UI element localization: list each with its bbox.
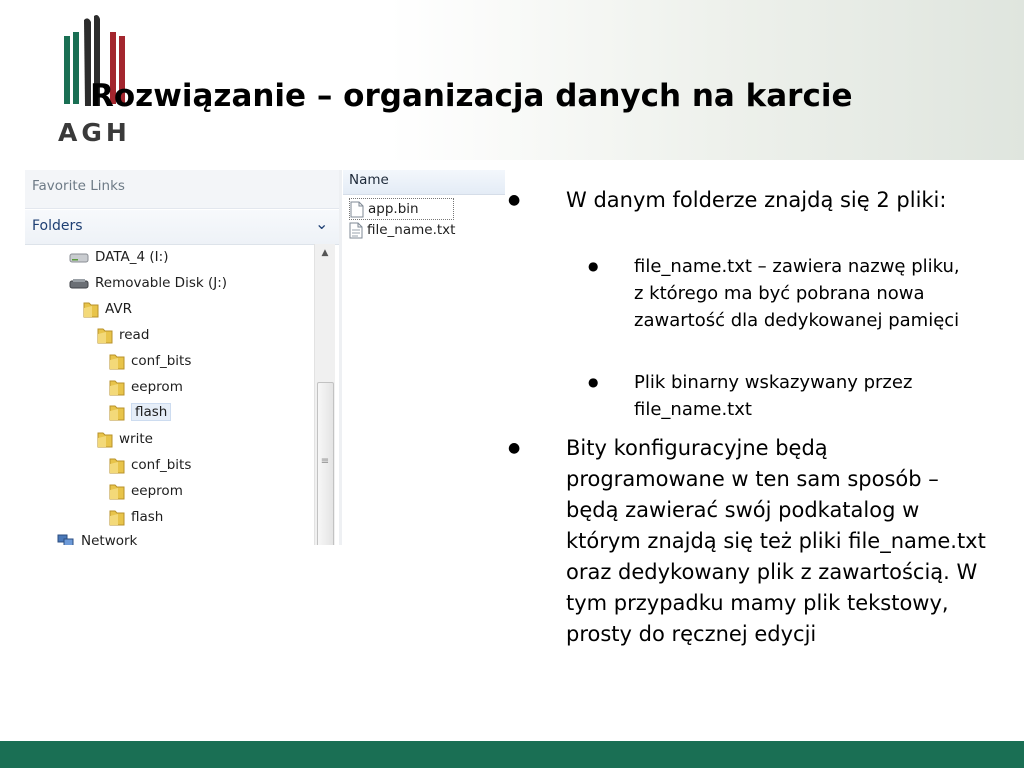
- folder-icon: [109, 508, 125, 526]
- sub-bullet-text: Plik binarny wskazywany przez file_name.txt: [634, 372, 913, 420]
- file-icon: [350, 201, 364, 218]
- file-item-app-bin[interactable]: app.bin: [349, 198, 454, 220]
- folder-icon: [109, 403, 125, 421]
- tree-item-data4[interactable]: DATA_4 (I:): [69, 246, 168, 268]
- name-column-header[interactable]: [343, 170, 505, 195]
- folder-icon: [109, 378, 125, 396]
- tree-item-write-conf-bits[interactable]: conf_bits: [109, 454, 191, 476]
- folders-label: Folders: [32, 218, 83, 234]
- tree-item-removable-disk[interactable]: Removable Disk (J:): [69, 272, 227, 294]
- slide-title: Rozwiązanie – organizacja danych na karcie: [90, 78, 853, 114]
- navigation-scrollbar[interactable]: [314, 244, 335, 545]
- text-file-icon: [349, 222, 363, 239]
- tree-item-write[interactable]: write: [97, 428, 153, 450]
- scroll-grip-icon: ≡: [320, 456, 330, 467]
- navigation-pane: [25, 170, 341, 545]
- logo-text: AGH: [58, 118, 131, 147]
- tree-item-network[interactable]: Network: [57, 530, 137, 545]
- network-icon: [57, 533, 75, 545]
- tree-item-read-eeprom[interactable]: eeprom: [109, 376, 183, 398]
- bullet-text: W danym folderze znajdą się 2 pliki:: [566, 188, 947, 212]
- file-item-file-name-txt[interactable]: file_name.txt: [349, 220, 455, 240]
- folders-header[interactable]: [25, 210, 341, 245]
- folder-icon: [97, 326, 113, 344]
- scroll-up-arrow-icon[interactable]: ▲: [321, 248, 329, 258]
- pane-divider[interactable]: [339, 170, 342, 545]
- tree-item-read[interactable]: read: [97, 324, 149, 346]
- bullet-dot-icon: ●: [508, 440, 521, 456]
- file-list-pane: [343, 170, 505, 545]
- favorite-links-label: Favorite Links: [32, 178, 125, 194]
- drive-icon: [69, 250, 89, 264]
- name-column-label: Name: [349, 172, 389, 188]
- file-explorer-screenshot: [25, 170, 505, 545]
- scroll-thumb[interactable]: [317, 382, 334, 545]
- slide-header: [0, 0, 1024, 160]
- sub-bullet-text: file_name.txt – zawiera nazwę pliku, z którego ma być pobrana nowa zawartość dla dedykowanej pamięci: [634, 256, 960, 331]
- bullet-dot-icon: ●: [508, 192, 521, 208]
- folder-icon: [109, 482, 125, 500]
- chevron-down-icon[interactable]: ⌄: [315, 214, 329, 233]
- sub-bullet-dot-icon: ●: [588, 375, 599, 389]
- sub-bullet-dot-icon: ●: [588, 259, 599, 273]
- tree-item-write-flash[interactable]: flash: [109, 506, 163, 528]
- folder-icon: [109, 456, 125, 474]
- tree-item-write-eeprom[interactable]: eeprom: [109, 480, 183, 502]
- tree-item-read-flash[interactable]: flash: [105, 401, 171, 423]
- bullet-text: Bity konfiguracyjne będą programowane w ten sam sposób – będą zawierać swój podkatalog w którym znajdą się też pliki file_name.txt oraz dedykowany plik z zawartością. W tym przypadku mamy plik tekstowy, prosty do ręcznej edycji: [566, 436, 986, 646]
- folder-icon: [97, 430, 113, 448]
- removable-disk-icon: [69, 276, 89, 290]
- favorite-links-header[interactable]: [25, 170, 341, 209]
- tree-item-avr[interactable]: AVR: [83, 298, 132, 320]
- folder-icon: [109, 352, 125, 370]
- footer-bar: [0, 741, 1024, 768]
- tree-item-read-conf-bits[interactable]: conf_bits: [109, 350, 191, 372]
- folder-icon: [83, 300, 99, 318]
